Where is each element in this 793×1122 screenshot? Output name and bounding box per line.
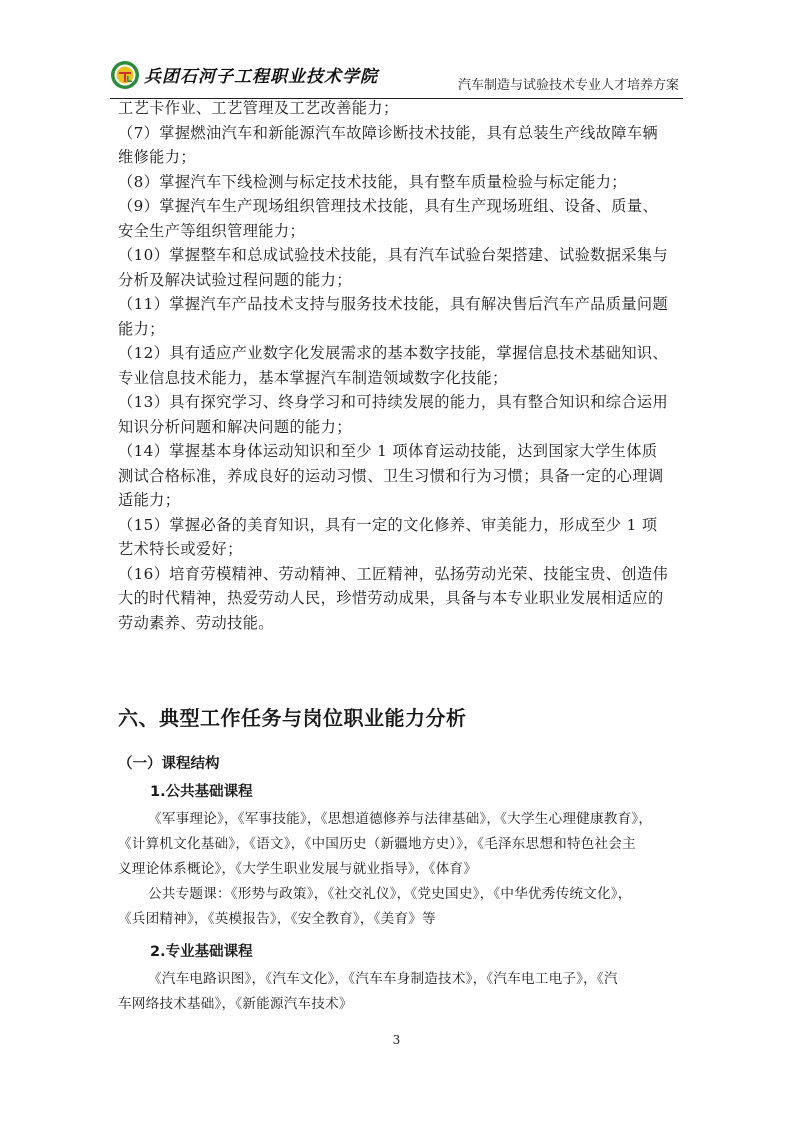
public-courses (118, 780, 678, 932)
body-line: （16）培育劳模精神、劳动精神、工匠精神，弘扬劳动光荣、技能宝贵、创造伟 (118, 564, 669, 583)
course-line: 《军事理论》，《军事技能》，《思想道德修养与法律基础》，《大学生心理健康教育》， (148, 811, 653, 827)
ability-list (118, 96, 678, 635)
body-line: 测试合格标准，养成良好的运动习惯、卫生习惯和行为习惯；具备一定的心理调 (118, 466, 664, 485)
body-line: 安全生产等组织管理能力； (118, 221, 306, 240)
subsection-title: （一）课程结构 (118, 756, 220, 772)
body-line: （9）掌握汽车生产现场组织管理技术技能，具有生产现场班组、设备、质量、 (118, 197, 659, 215)
body-line: （12）具有适应产业数字化发展需求的基本数字技能，掌握信息技术基础知识、 (118, 344, 669, 362)
special-course-line: 《兵团精神》，《英模报告》，《安全教育》，《美育》等 (118, 911, 436, 927)
body-line: 劳动素养、劳动技能。 (118, 613, 274, 632)
professional-courses-heading: 2.专业基础课程 (150, 944, 253, 960)
page-number: 3 (392, 1033, 401, 1047)
course-line: 《计算机文化基础》，《语文》，《中国历史（新疆地方史）》，《毛泽东思想和特色社会主 (118, 836, 636, 852)
body-line: 专业信息技术能力，基本掌握汽车制造领域数字化技能； (118, 368, 508, 387)
body-line: 分析及解决试验过程问题的能力； (118, 270, 352, 289)
body-line: 适能力； (118, 491, 181, 509)
professional-courses (118, 940, 678, 1017)
body-line: （13）具有探究学习、终身学习和可持续发展的能力，具有整合知识和综合运用 (118, 393, 669, 411)
section-title: 六、典型工作任务与岗位职业能力分析 (118, 706, 467, 730)
body-line: （11）掌握汽车产品技术支持与服务技术技能，具有解决售后汽车产品质量问题 (118, 295, 669, 313)
body-line: （7）掌握燃油汽车和新能源汽车故障诊断技术技能，具有总装生产线故障车辆 (118, 123, 659, 142)
course-line: 义理论体系概论》，《大学生职业发展与就业指导》，《体育》 (118, 861, 478, 877)
course-line: 《汽车电路识图》，《汽车文化》，《汽车车身制造技术》，《汽车电工电子》，《汽 (148, 971, 618, 987)
body-line: 能力； (118, 319, 165, 338)
body-line: （14）掌握基本身体运动知识和至少 1 项体育运动技能，达到国家大学生体质 (118, 442, 658, 460)
course-line: 车网络技术基础》，《新能源汽车技术》 (118, 996, 353, 1012)
special-course-line: 公共专题课：《形势与政策》，《社交礼仪》，《党史国史》，《中华优秀传统文化》， (148, 886, 632, 902)
school-emblem-icon (110, 60, 140, 90)
course-structure (118, 752, 678, 773)
body-line: 艺术特长或爱好； (118, 540, 243, 558)
body-line: 维修能力； (118, 148, 196, 166)
body-line: 知识分析问题和解决问题的能力； (118, 417, 352, 436)
document-title: 汽车制造与试验技术专业人才培养方案 (457, 78, 679, 93)
body-line: （15）掌握必备的美育知识，具有一定的文化修养、审美能力，形成至少 1 项 (118, 515, 658, 534)
page-header (110, 56, 683, 99)
body-line: 大的时代精神，热爱劳动人民，珍惜劳动成果，具备与本专业职业发展相适应的 (118, 589, 664, 607)
school-name: 兵团石河子工程职业技术学院 (144, 67, 378, 87)
body-line: 工艺卡作业、工艺管理及工艺改善能力； (118, 99, 399, 117)
body-line: （8）掌握汽车下线检测与标定技术技能，具有整车质量检验与标定能力； (118, 172, 627, 191)
public-courses-heading: 1.公共基础课程 (150, 784, 253, 800)
body-line: （10）掌握整车和总成试验技术技能，具有汽车试验台架搭建、试验数据采集与 (118, 246, 669, 264)
